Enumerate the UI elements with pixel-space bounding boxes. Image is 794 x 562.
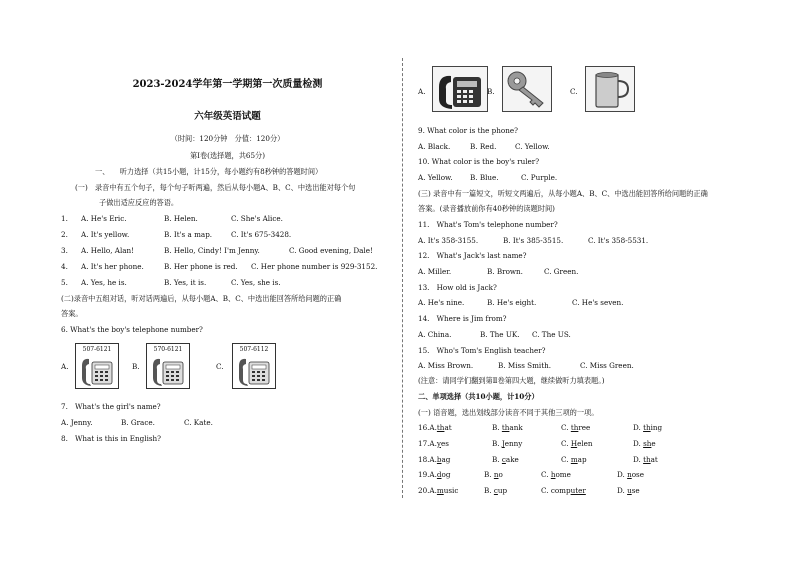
question-15: 15. Who's Tom's English teacher?	[418, 346, 546, 355]
section-1-heading: 一、 听力选择（共15小题，计15分，每小题约有8秒钟的答题时间）	[95, 167, 323, 176]
q8-option-c-label: C.	[570, 87, 578, 96]
key-icon	[503, 67, 551, 111]
q6-option-b-label: B.	[132, 362, 140, 371]
question-6: 6. What's the boy's telephone number?	[61, 325, 203, 334]
question-18: 18.A.bag B. cake C. map D. that	[418, 455, 658, 464]
section-2-heading: 二、单项选择（共10小题，计10分）	[418, 392, 539, 401]
question-2: 2. A. It's yellow. B. It's a map. C. It's 675-3428.	[61, 230, 292, 239]
part3-instructions: (三) 录音中有一篇短文，听短文两遍后，从每小题A、B、C、中选出能回答所给问题的正确	[418, 189, 708, 198]
phone-number-c: 507-6112	[239, 346, 269, 353]
question-14-options: A. China. B. The UK. C. The US.	[418, 330, 571, 339]
question-17: 17.A.yes B. Jenny C. Helen D. she	[418, 439, 656, 448]
q8-option-a-picture	[432, 66, 488, 112]
exam-title: 2023-2024学年第一学期第一次质量检测	[132, 79, 323, 90]
q6-option-c-label: C.	[216, 362, 224, 371]
question-15-options: A. Miss Brown. B. Miss Smith. C. Miss Green.	[418, 361, 634, 370]
right-column	[418, 0, 778, 562]
q6-option-b-picture	[146, 343, 190, 389]
question-12-options: A. Miller. B. Brown. C. Green.	[418, 267, 579, 276]
part2-instructions-cont: 答案。	[61, 309, 83, 318]
question-9: 9. What color is the phone?	[418, 126, 518, 135]
question-10: 10. What color is the boy's ruler?	[418, 157, 540, 166]
question-11-options: A. It's 358-3155. B. It's 385-3515. C. It's 358-5531.	[418, 236, 649, 245]
column-divider	[402, 58, 403, 498]
question-8: 8. What is this in English?	[61, 434, 162, 443]
part2-instructions: (二)录音中五组对话，听对话两遍后，从每小题A、B、C、中选出能回答所给问题的正确	[61, 294, 342, 303]
question-11: 11. What's Tom's telephone number?	[418, 220, 558, 229]
question-9-options: A. Black. B. Red. C. Yellow.	[418, 142, 550, 151]
q8-option-c-picture	[585, 66, 635, 112]
question-16: 16.A.that B. thank C. three D. thing	[418, 423, 663, 432]
q8-option-b-picture	[502, 66, 552, 112]
part1-instructions-cont: 子做出适应反应的答语。	[99, 198, 179, 207]
subject-title: 六年级英语试题	[194, 111, 261, 122]
question-4: 4. A. It's her phone. B. Her phone is red. C. Her phone number is 929-3152.	[61, 262, 378, 271]
question-13: 13. How old is Jack?	[418, 283, 497, 292]
mug-icon	[586, 67, 634, 111]
part3-instructions-cont: 答案。(录音播放前你有40秒钟的读题时间)	[418, 204, 555, 213]
q8-option-b-label: B.	[487, 87, 495, 96]
q6-option-c-picture	[232, 343, 276, 389]
phone-number-a: 507-6121	[82, 346, 112, 353]
question-7: 7. What's the girl's name?	[61, 402, 161, 411]
volume-title: 第Ⅰ卷(选择题，共65分)	[189, 151, 266, 160]
question-12: 12. What's Jack's last name?	[418, 251, 527, 260]
time-score: （时间：120分钟 分值：120分）	[170, 134, 285, 143]
left-column	[55, 0, 400, 562]
q8-option-a-label: A.	[418, 87, 426, 96]
question-3: 3. A. Hello, Alan! B. Hello, Cindy! I'm Jenny. C. Good evening, Dale!	[61, 246, 373, 255]
question-13-options: A. He's nine. B. He's eight. C. He's seven.	[418, 298, 624, 307]
question-7-options: A. Jenny. B. Grace. C. Kate.	[61, 418, 213, 427]
question-10-options: A. Yellow. B. Blue. C. Purple.	[418, 173, 558, 182]
q6-option-a-picture	[75, 343, 119, 389]
part1-instructions: (一) 录音中有五个句子，每个句子听两遍，然后从每小题A、B、C、中选出能对每个句	[75, 183, 356, 192]
question-19: 19.A.dog B. no C. home D. nose	[418, 470, 645, 479]
question-5: 5. A. Yes, he is. B. Yes, it is. C. Yes, she is.	[61, 278, 281, 287]
phone-number-b: 570-6121	[153, 346, 183, 353]
question-14: 14. Where is Jim from?	[418, 314, 507, 323]
telephone-icon	[433, 67, 487, 111]
q6-option-a-label: A.	[61, 362, 69, 371]
section-2-part1-instructions: (一) 语音题，选出划线部分读音不同于其他三项的一项。	[418, 408, 599, 417]
listening-note: (注意：请同学们翻到第Ⅱ卷第四大题，继续做听力填表题。)	[418, 376, 605, 385]
question-1: 1. A. He's Eric. B. Helen. C. She's Alice.	[61, 214, 283, 223]
question-20: 20.A.music B. cup C. computer D. use	[418, 486, 640, 495]
